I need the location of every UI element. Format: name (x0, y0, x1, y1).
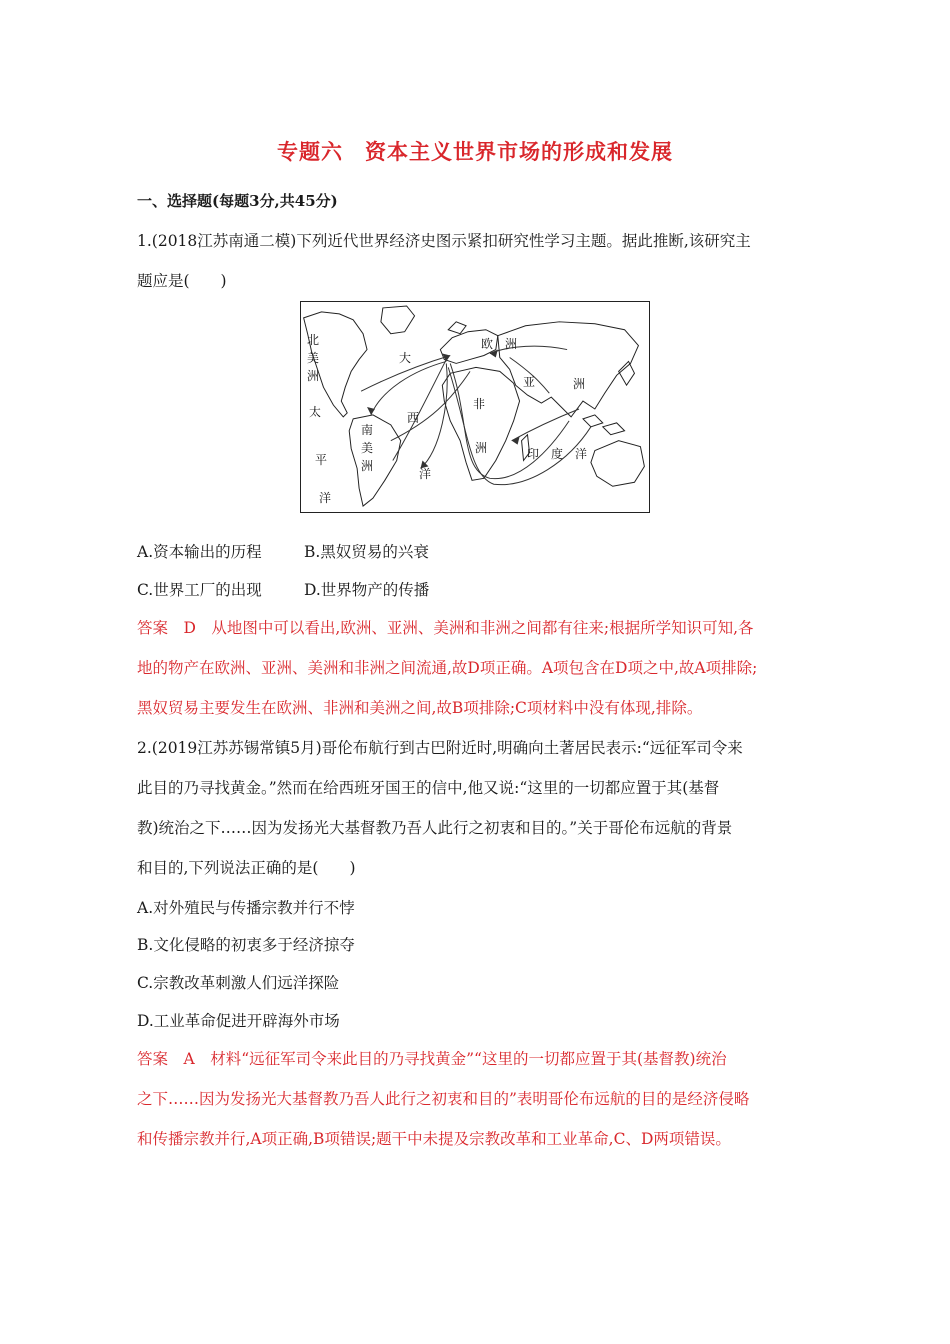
q1-answer-line1: 答案 D 从地图中可以看出,欧洲、亚洲、美洲和非洲之间都有往来;根据所学知识可知,各 (137, 619, 754, 637)
map-label-asia-ya: 亚 (523, 375, 536, 389)
q2-option-d: D.工业革命促进开辟海外市场 (137, 1012, 340, 1030)
map-label-south-america: 美 (361, 441, 374, 455)
map-label-atlantic-xi: 西 (407, 411, 420, 425)
q2-option-a: A.对外殖民与传播宗教并行不悖 (137, 899, 355, 917)
map-label-pacific-yang: 洋 (319, 491, 332, 505)
q2-stem-line4: 和目的,下列说法正确的是( ) (137, 859, 356, 877)
map-label-asia-zhou: 洲 (573, 377, 586, 391)
map-label-africa-fei: 非 (473, 397, 486, 411)
q1-option-b: B.黑奴贸易的兴衰 (304, 543, 429, 561)
map-label-europe: 欧 洲 (481, 337, 518, 351)
q2-answer-line3: 和传播宗教并行,A项正确,B项错误;题干中未提及宗教改革和工业革命,C、D两项错误。 (137, 1130, 731, 1148)
world-trade-map (300, 301, 650, 513)
map-label-atlantic-da: 大 (399, 351, 412, 365)
q1-option-c: C.世界工厂的出现 (137, 581, 262, 599)
page-title: 专题六 资本主义世界市场的形成和发展 (277, 139, 673, 164)
q1-option-a: A.资本输出的历程 (137, 543, 262, 561)
map-label-north: 北 (307, 333, 320, 347)
q2-stem-line1: 2.(2019江苏苏锡常镇5月)哥伦布航行到古巴附近时,明确向土著居民表示:“远征军司令来 (137, 739, 743, 757)
q1-answer-line2: 地的物产在欧洲、亚洲、美洲和非洲之间流通,故D项正确。A项包含在D项之中,故A项排除; (137, 659, 758, 677)
q2-stem-line3: 教)统治之下……因为发扬光大基督教乃吾人此行之初衷和目的。”关于哥伦布远航的背景 (137, 819, 733, 837)
map-label-pacific-ping: 平 (315, 453, 328, 467)
map-label-america: 美 (307, 351, 320, 365)
map-label-south: 南 (361, 423, 374, 437)
section-heading: 一、选择题(每题3分,共45分) (137, 192, 338, 210)
q1-stem-line1: 1.(2018江苏南通二模)下列近代世界经济史图示紧扣研究性学习主题。据此推断,该研究主 (137, 232, 751, 250)
q2-stem-line2: 此目的乃寻找黄金。”然而在给西班牙国王的信中,他又说:“这里的一切都应置于其(基督 (137, 779, 720, 797)
map-label-atlantic-yang: 洋 (419, 467, 432, 481)
map-label-pacific-tai: 太 (309, 405, 322, 419)
q2-option-c: C.宗教改革刺激人们远洋探险 (137, 974, 340, 992)
q1-option-d: D.世界物产的传播 (304, 581, 430, 599)
q1-stem-line2: 题应是( ) (137, 272, 227, 290)
map-label-continent: 洲 (307, 369, 320, 383)
map-label-indian-ocean: 印 度 洋 (527, 447, 588, 461)
q2-option-b: B.文化侵略的初衷多于经济掠夺 (137, 936, 355, 954)
q1-answer-line3: 黑奴贸易主要发生在欧洲、非洲和美洲之间,故B项排除;C项材料中没有体现,排除。 (137, 699, 703, 717)
map-label-africa-zhou: 洲 (475, 441, 488, 455)
map-label-south-continent: 洲 (361, 459, 374, 473)
q2-answer-line1: 答案 A 材料“远征军司令来此目的乃寻找黄金”“这里的一切都应置于其(基督教)统治 (137, 1050, 727, 1068)
q2-answer-line2: 之下……因为发扬光大基督教乃吾人此行之初衷和目的”表明哥伦布远航的目的是经济侵略 (137, 1090, 750, 1108)
